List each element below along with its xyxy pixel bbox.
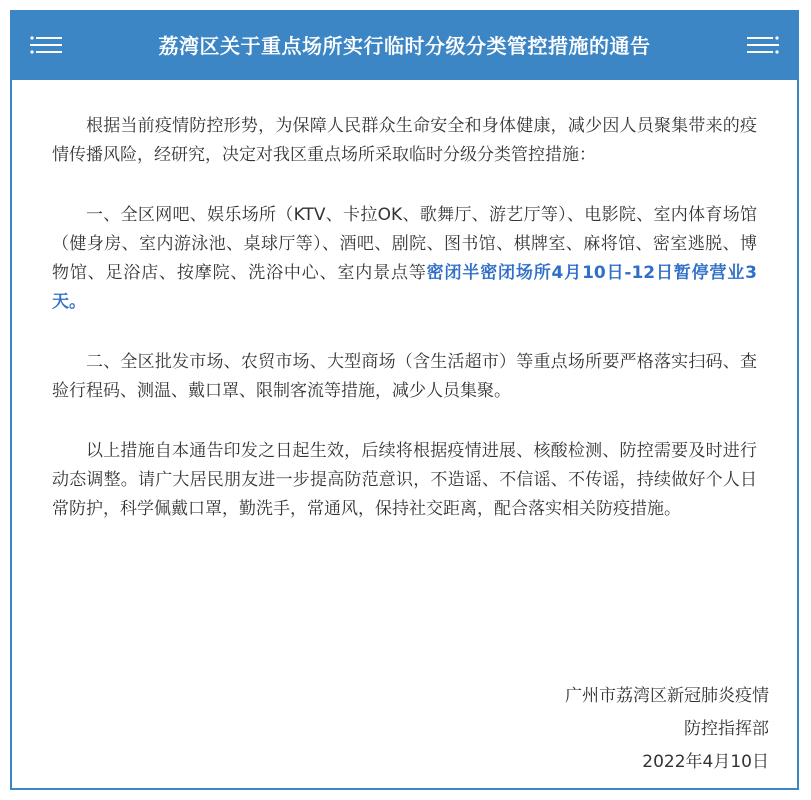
signature-date: 2022年4月10日	[642, 752, 769, 772]
signature-org-line-2: 防控指挥部	[684, 719, 769, 739]
page-title: 荔湾区关于重点场所实行临时分级分类管控措施的通告	[158, 34, 651, 58]
closing-paragraph: 以上措施自本通告印发之日起生效，后续将根据疫情进展、核酸检测、防控需要及时进行动态调整。请广大居民朋友进一步提高防范意识，不造谣、不信谣、不传谣，持续做好个人日常防护，科学佩戴口罩，勤洗手，常通风，保持社交距离，配合落实相关防疫措施。	[52, 441, 757, 519]
item-1-text: 一、全区网吧、娱乐场所（KTV、卡拉OK、歌舞厅、游艺厅等）、电影院、室内体育场馆（健身房、室内游泳池、桌球厅等）、酒吧、剧院、图书馆、棋牌室、麻将馆、密室逃脱、博物馆、足浴店、按摩院、洗浴中心、室内景点等	[52, 205, 757, 283]
intro-paragraph: 根据当前疫情防控形势，为保障人民群众生命安全和身体健康，减少因人员聚集带来的疫情传播风险，经研究，决定对我区重点场所采取临时分级分类管控措施：	[52, 116, 757, 165]
signature-org-line-1: 广州市荔湾区新冠肺炎疫情	[565, 686, 769, 706]
item-2-paragraph: 二、全区批发市场、农贸市场、大型商场（含生活超市）等重点场所要严格落实扫码、查验行程码、测温、戴口罩、限制客流等措施，减少人员集聚。	[52, 352, 757, 401]
item-1-highlight: 密闭半密闭场所4月10日-12日暂停营业3天。	[52, 263, 758, 312]
header-bar	[12, 12, 797, 80]
notice-body	[52, 112, 757, 555]
notice-frame	[10, 10, 799, 790]
menu-lines-icon	[743, 34, 781, 56]
item-1-paragraph	[52, 201, 757, 317]
signature-block	[565, 680, 769, 779]
